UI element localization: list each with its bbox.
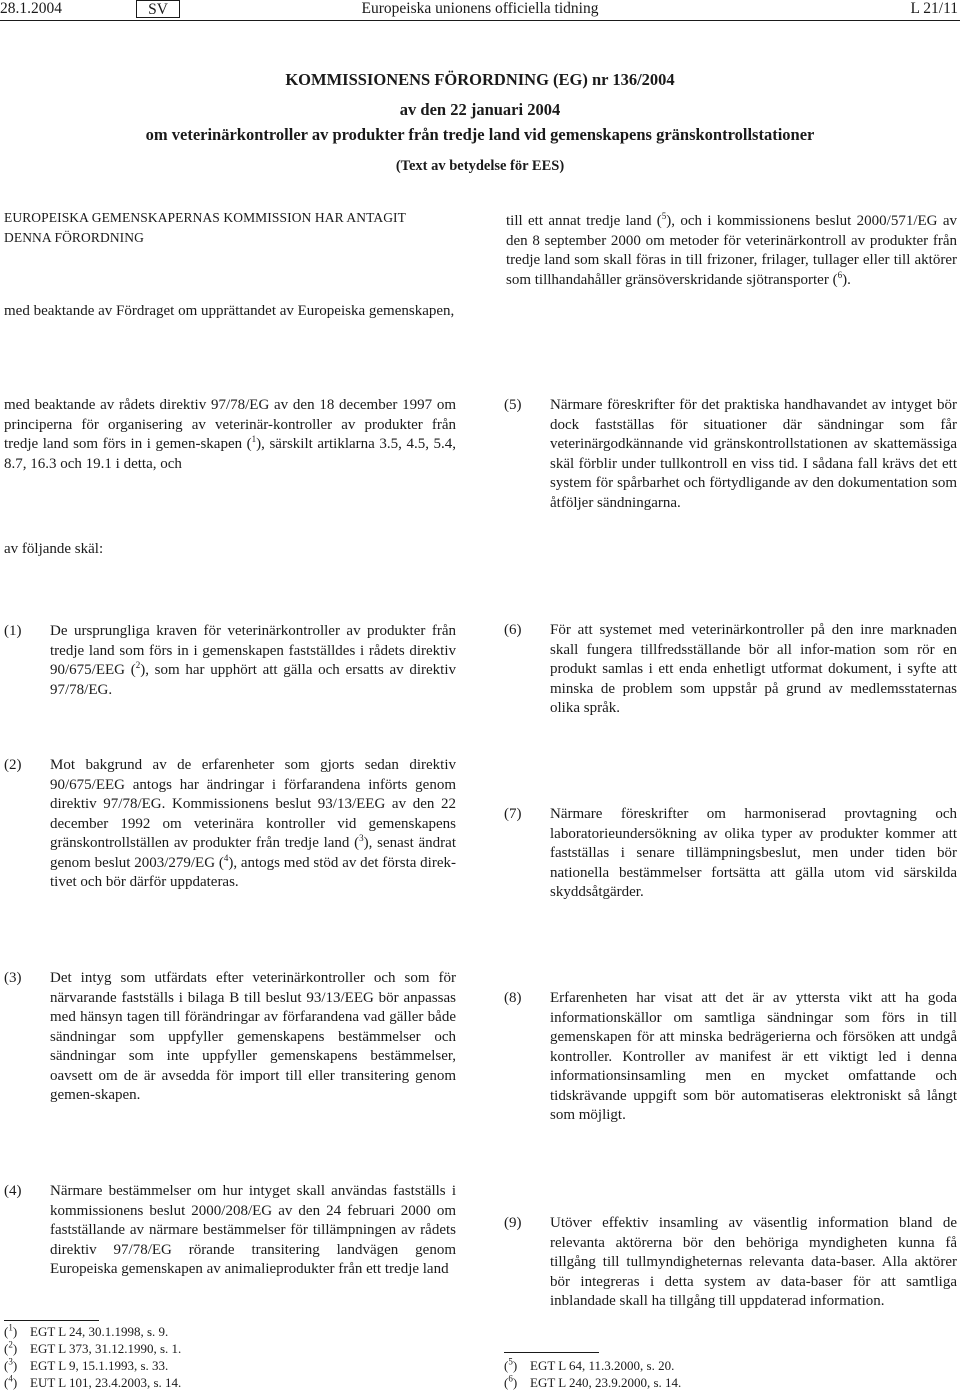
recital-text: De ursprungliga kraven för veterinärkontroller av produkter från tredje land som förs in i gemenskapen fastställdes i rådets direktiv 90/675/EEG ($^2$), som har upphört att gälla och ersatts av direktiv 97/78/EG.: [50, 623, 457, 698]
page-header: [0, 0, 960, 20]
recital-number: (7): [504, 806, 522, 822]
recital-text: Närmare föreskrifter om harmoniserad provtagning och laboratorieundersökning av olika typer av produkter kommer att fastställas i senare tillämpningsbeslut, men under tiden bör nationella bestämmelser fortsätta att gälla utom vid särskilda skyddsåtgärder.: [550, 806, 957, 900]
recital-number: (6): [504, 622, 522, 638]
footnote-2: ($^2$) EGT L 373, 31.12.1990, s. 1.: [4, 1339, 182, 1356]
recital-number: (5): [504, 397, 522, 413]
recital-text: Det intyg som utfärdats efter veterinärkontroller och som för närvarande fastställs i bilaga B till beslut 93/13/EEG bör anpassas med hänsyn tagen till förändringar av förfarandena vad gäller både sändningar som uppfyller gemenskapens bestämmelser och sändningar som inte uppfyller gemenskapens bestämmelser, oavsett om de är avsedda för import till eller transitering genom gemen-skapen.: [50, 970, 456, 1103]
publication-date: 28.1.2004: [0, 0, 62, 17]
eea-relevance: (Text av betydelse för EES): [395, 158, 565, 174]
footnote-ref: 5: [661, 211, 667, 221]
journal-name: Europeiska unionens officiella tidning: [361, 0, 599, 17]
recital-number: (2): [4, 757, 22, 773]
adoption-line-2: DENNA FÖRORDNING: [4, 229, 144, 245]
footnote-rule: [4, 1320, 99, 1321]
adoption-formula: [4, 208, 456, 247]
regulation-subject: om veterinärkontroller av produkter från tredje land vid gemenskapens gränskontrollstationer: [145, 125, 815, 144]
footnote-ref: 6: [837, 269, 843, 280]
recital-5: [504, 396, 957, 536]
recital-6: [504, 621, 957, 721]
recital-number: (9): [504, 1215, 522, 1231]
recital-number: (3): [4, 970, 22, 986]
footnote-rule: [504, 1352, 599, 1353]
recital-2: [4, 756, 456, 916]
recital-3: [4, 969, 456, 1129]
adoption-line-1: EUROPEISKA GEMENSKAPERNAS KOMMISSION HAR ANTAGIT: [4, 210, 407, 225]
page-number: L 21/11: [910, 0, 958, 17]
recital-text: Erfarenheten har visat att det är av yttersta vikt att ha goda informationskällor om samtliga sändningar som förs in till gemenskapen för att minska bedrägerierna och försöken att undgå kontroller. Kontroller av manifest är ett viktigt led i denna informationsinsamling men en mycket omfattande och tidskrävande uppgift som bör automatiseras elektroniskt så långt som möjligt.: [550, 990, 957, 1123]
citation-treaty: med beaktande av Fördraget om upprättandet av Europeiska gemenskapen,: [4, 303, 455, 319]
footnote-ref: 2: [135, 660, 141, 670]
footnote-ref: 1: [251, 434, 257, 444]
citation-directive: med beaktande av rådets direktiv 97/78/EG av den 18 december 1997 om principerna för organisering av veterinär-kontroller av produkter från tredje land som förs in i gemen-skapen ($^1$), särskilt artiklarna 3.5, 4.5, 5.4, 8.7, 16.3 och 19.1 i detta, och: [4, 397, 456, 472]
recital-text: Närmare föreskrifter för det praktiska handhavandet av intyget bör dock fastställas för situationer där sändningar som får veterinärgodkännande vid gränskontrollstationen av skattemässiga skäl förblir under tullkontroll en viss tid. I sådana fall krävs det ett system för spårbarhet och förtydligande av den dokumentation som åtföljer sändningarna.: [550, 397, 957, 511]
recital-9: [504, 1214, 957, 1334]
recital-number: (4): [4, 1183, 22, 1199]
regulation-date: av den 22 januari 2004: [399, 100, 561, 119]
footnote-1: ($^1$) EGT L 24, 30.1.1998, s. 9.: [4, 1322, 169, 1339]
footnote-6: ($^6$) EGT L 240, 23.9.2000, s. 14.: [504, 1373, 682, 1390]
intro-continuation: till ett annat tredje land ($^5$), och i kommissionens beslut 2000/571/EG av den 8 september 2000 om metoder för veterinärkontroll av produkter från tredje land som skall föras in till frizoner, frilager, tullager eller till aktörer som tillhandahåller gränsöverskridande sjötransporter ($^6$).: [506, 211, 957, 288]
regulation-title: KOMMISSIONENS FÖRORDNING (EG) nr 136/2004: [285, 70, 675, 89]
footnote-3: ($^3$) EGT L 9, 15.1.1993, s. 33.: [4, 1356, 169, 1373]
recital-text: För att systemet med veterinärkontroller på den inre marknaden skall fungera tillfredsställande bör all infor-mation som rör en produkt samlas i ett enda enhetligt utformat dokument, i syfte att minska de problem som uppstår på grund av medlemsstaternas olika språk.: [550, 622, 957, 716]
recital-1: [4, 622, 456, 712]
header-rule: [0, 20, 960, 21]
recital-8: [504, 989, 957, 1129]
footnote-4: ($^4$) EUT L 101, 23.4.2003, s. 14.: [4, 1373, 182, 1390]
recital-text: Närmare bestämmelser om hur intyget skall användas fastställs i kommissionens beslut 2000/208/EG av den 24 februari 2000 om fastställande av närmare bestämmelser för tillämpningen av rådets direktiv 97/78/EG rörande transitering landvägen genom Europeiska gemenskapen av animalieprodukter från ett tredje land: [50, 1183, 456, 1277]
language-code-box: SV: [136, 0, 180, 18]
recital-number: (8): [504, 990, 522, 1006]
recitals-intro: av följande skäl:: [4, 541, 104, 557]
recital-text: Utöver effektiv insamling av väsentlig information bland de relevanta aktörerna bör den behöriga myndigheten kunna få tillgång till tullmyndigheternas relevanta data-baser. Alla aktörer bör integreras i detta system av data-baser för att samtliga inblandade skall ha tillgång till uppdaterad information.: [550, 1215, 957, 1309]
footnote-5: ($^5$) EGT L 64, 11.3.2000, s. 20.: [504, 1356, 675, 1373]
footnote-ref: 3: [359, 833, 364, 843]
recital-text: Mot bakgrund av de erfarenheter som gjorts sedan direktiv 90/675/EEG antogs har ändringar i förfarandena införts genom direktiv 97/78/EG. Kommissionens beslut 93/13/EEG av den 22 december 1992 om veterinära kontroller vid gemenskapens gränskontrollställen av produkter från tredje land ($^3$), senast ändrat genom beslut 2003/279/EG ($^4$), antogs med stöd av det första direk-tivet och bör därför uppdateras.: [50, 757, 456, 890]
recital-4: [4, 1182, 456, 1302]
recital-number: (1): [4, 623, 22, 639]
footnote-ref: 4: [223, 852, 229, 863]
recital-7: [504, 805, 957, 905]
